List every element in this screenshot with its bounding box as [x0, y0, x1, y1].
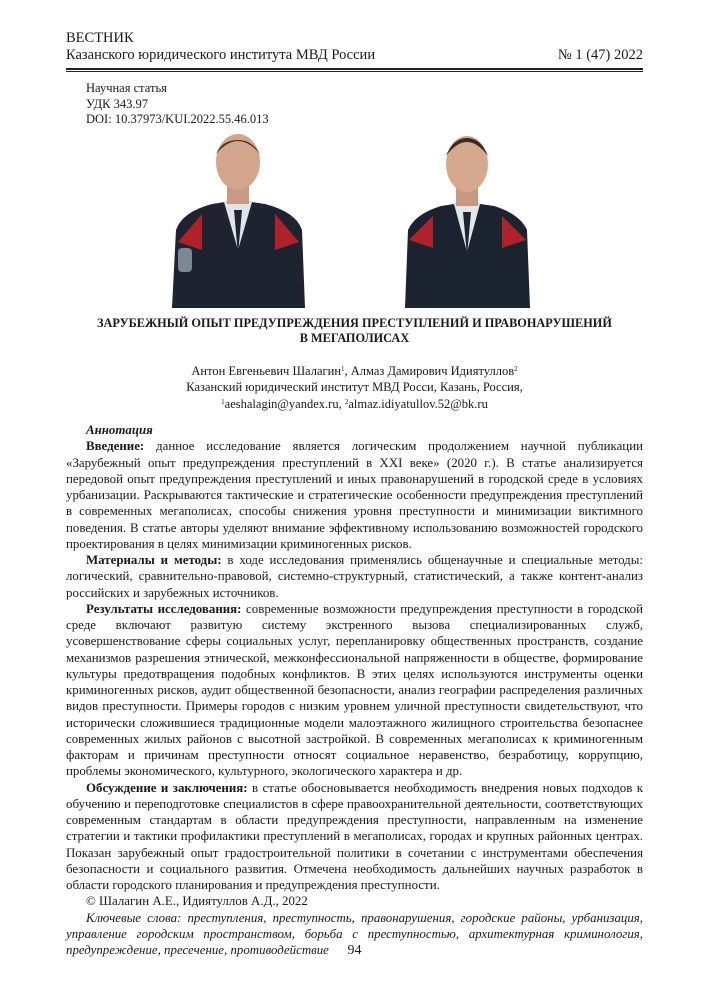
author-names	[66, 362, 643, 380]
author-1: Антон Евгеньевич Шалагин	[191, 364, 342, 378]
abstract-introduction	[66, 438, 643, 552]
article-title	[66, 316, 643, 346]
journal-header	[66, 30, 643, 64]
intro-text: данное исследование является логическим продолжением научной публикации «Зарубежный опыт предупреждения преступлений в XXI веке» (2020 г.). В статье анализируется передовой опыт предупреждения преступлений и иных правонарушений в городской среде в условиях урбанизации. Раскрываются тактические и стратегические особенности предупреждения преступлений в современных мегаполисах, способы снижения уровня преступности и минимизации виктимного поведения. В статье авторы уделяют внимание эффективному использованию возможностей городского проектирования в целях минимизации криминогенных рисков.	[66, 439, 643, 551]
affiliation: Казанский юридический институт МВД Росси, Казань, Россия,	[186, 379, 523, 394]
email-1[interactable]: aeshalagin@yandex.ru	[224, 397, 339, 411]
article-meta	[86, 81, 269, 128]
emails	[66, 395, 643, 413]
copyright: © Шалагин А.Е., Идиятуллов А.Д., 2022	[86, 894, 308, 909]
abstract-discussion	[66, 780, 643, 894]
abstract	[66, 422, 643, 958]
header-double-rule	[66, 68, 643, 72]
abstract-methods	[66, 552, 643, 601]
author-photo-2	[405, 130, 530, 308]
udc: УДК 343.97	[86, 96, 148, 111]
discussion-label: Обсуждение и заключения:	[86, 780, 248, 795]
keywords: Ключевые слова: преступления, преступность, правонарушения, городские районы, урбанизация, управление городским пространством, борьба с преступностью, архитектурная криминология, предупреждение, пресечение, противодействие	[66, 910, 643, 957]
author-2-sup: 2	[514, 365, 518, 373]
email-separator: ,	[338, 397, 345, 411]
email-2[interactable]: almaz.idiyatullov.52@bk.ru	[348, 397, 488, 411]
author-separator: ,	[344, 364, 351, 378]
author-1-sup: 1	[341, 365, 345, 373]
methods-text: в ходе исследования применялись общенаучные и специальные методы: логический, сравнительно-правовой, системно-структурный, статистический, а также контент-анализ российских и зарубежных источников.	[66, 553, 643, 600]
intro-label: Введение:	[86, 439, 145, 454]
issue-number: № 1 (47) 2022	[557, 47, 643, 63]
journal-title-line2: Казанского юридического института МВД России	[66, 47, 376, 63]
abstract-results	[66, 601, 643, 780]
author-block	[66, 362, 643, 413]
results-label: Результаты исследования:	[86, 601, 242, 616]
email-2-sup: 2	[344, 398, 349, 406]
author-photo-1	[172, 130, 305, 308]
discussion-text: в статье обосновывается необходимость внедрения новых подходов к обучению и переподготовке специалистов в сфере правоохранительной деятельности, соответствующих современным стандартам в области предупреждения преступности, направленным на изменение стратегии и тактики профилактики преступлений в мегаполисах, городах и крупных районных центрах. Показан зарубежный опыт градостроительной политики в сочетании с инструментами обеспечения безопасности и социального развития. Отмечена необходимость дальнейших научных разработок в области городского планирования и предупреждения преступности.	[66, 780, 643, 892]
results-text: современные возможности предупреждения преступности в городской среде включают развитую систему экстренного вызова специализированных служб, усовершенствование сферы социальных услуг, перепланировку общественных пространств, создание механизмов разрешения этнической, межконфессиональной напряженности в обществе, формирование культуры предотвращения подобных конфликтов. В этих целях используются инструменты оценки криминогенных рисков, аудит общественной безопасности, анализ географии распределения различных видов преступности. Примеры городов с низким уровнем уличной преступности свидетельствуют, что исторически сложившиеся традиционные модели малоэтажного жилищного строительства безопаснее современных жилых районов с высотной застройкой. В современных мегаполисах к криминогенным факторам и причинам преступности относят социальное неравенство, безработицу, коррупцию, проблемы экономического, культурного, экологического характера и др.	[66, 601, 643, 779]
title-line-1: ЗАРУБЕЖНЫЙ ОПЫТ ПРЕДУПРЕЖДЕНИЯ ПРЕСТУПЛЕНИЙ И ПРАВОНАРУШЕНИЙ	[97, 316, 612, 330]
doi: DOI: 10.37973/KUI.2022.55.46.013	[86, 112, 269, 126]
methods-label: Материалы и методы:	[86, 553, 222, 567]
journal-title-line1: ВЕСТНИК	[66, 30, 134, 46]
page-number: 94	[347, 943, 362, 958]
author-2: Алмаз Дамирович Идиятуллов	[350, 364, 515, 378]
email-1-sup: 1	[221, 398, 225, 406]
article-type: Научная статья	[86, 81, 167, 95]
abstract-heading: Аннотация	[86, 423, 153, 437]
title-line-2: В МЕГАПОЛИСАХ	[299, 331, 410, 345]
